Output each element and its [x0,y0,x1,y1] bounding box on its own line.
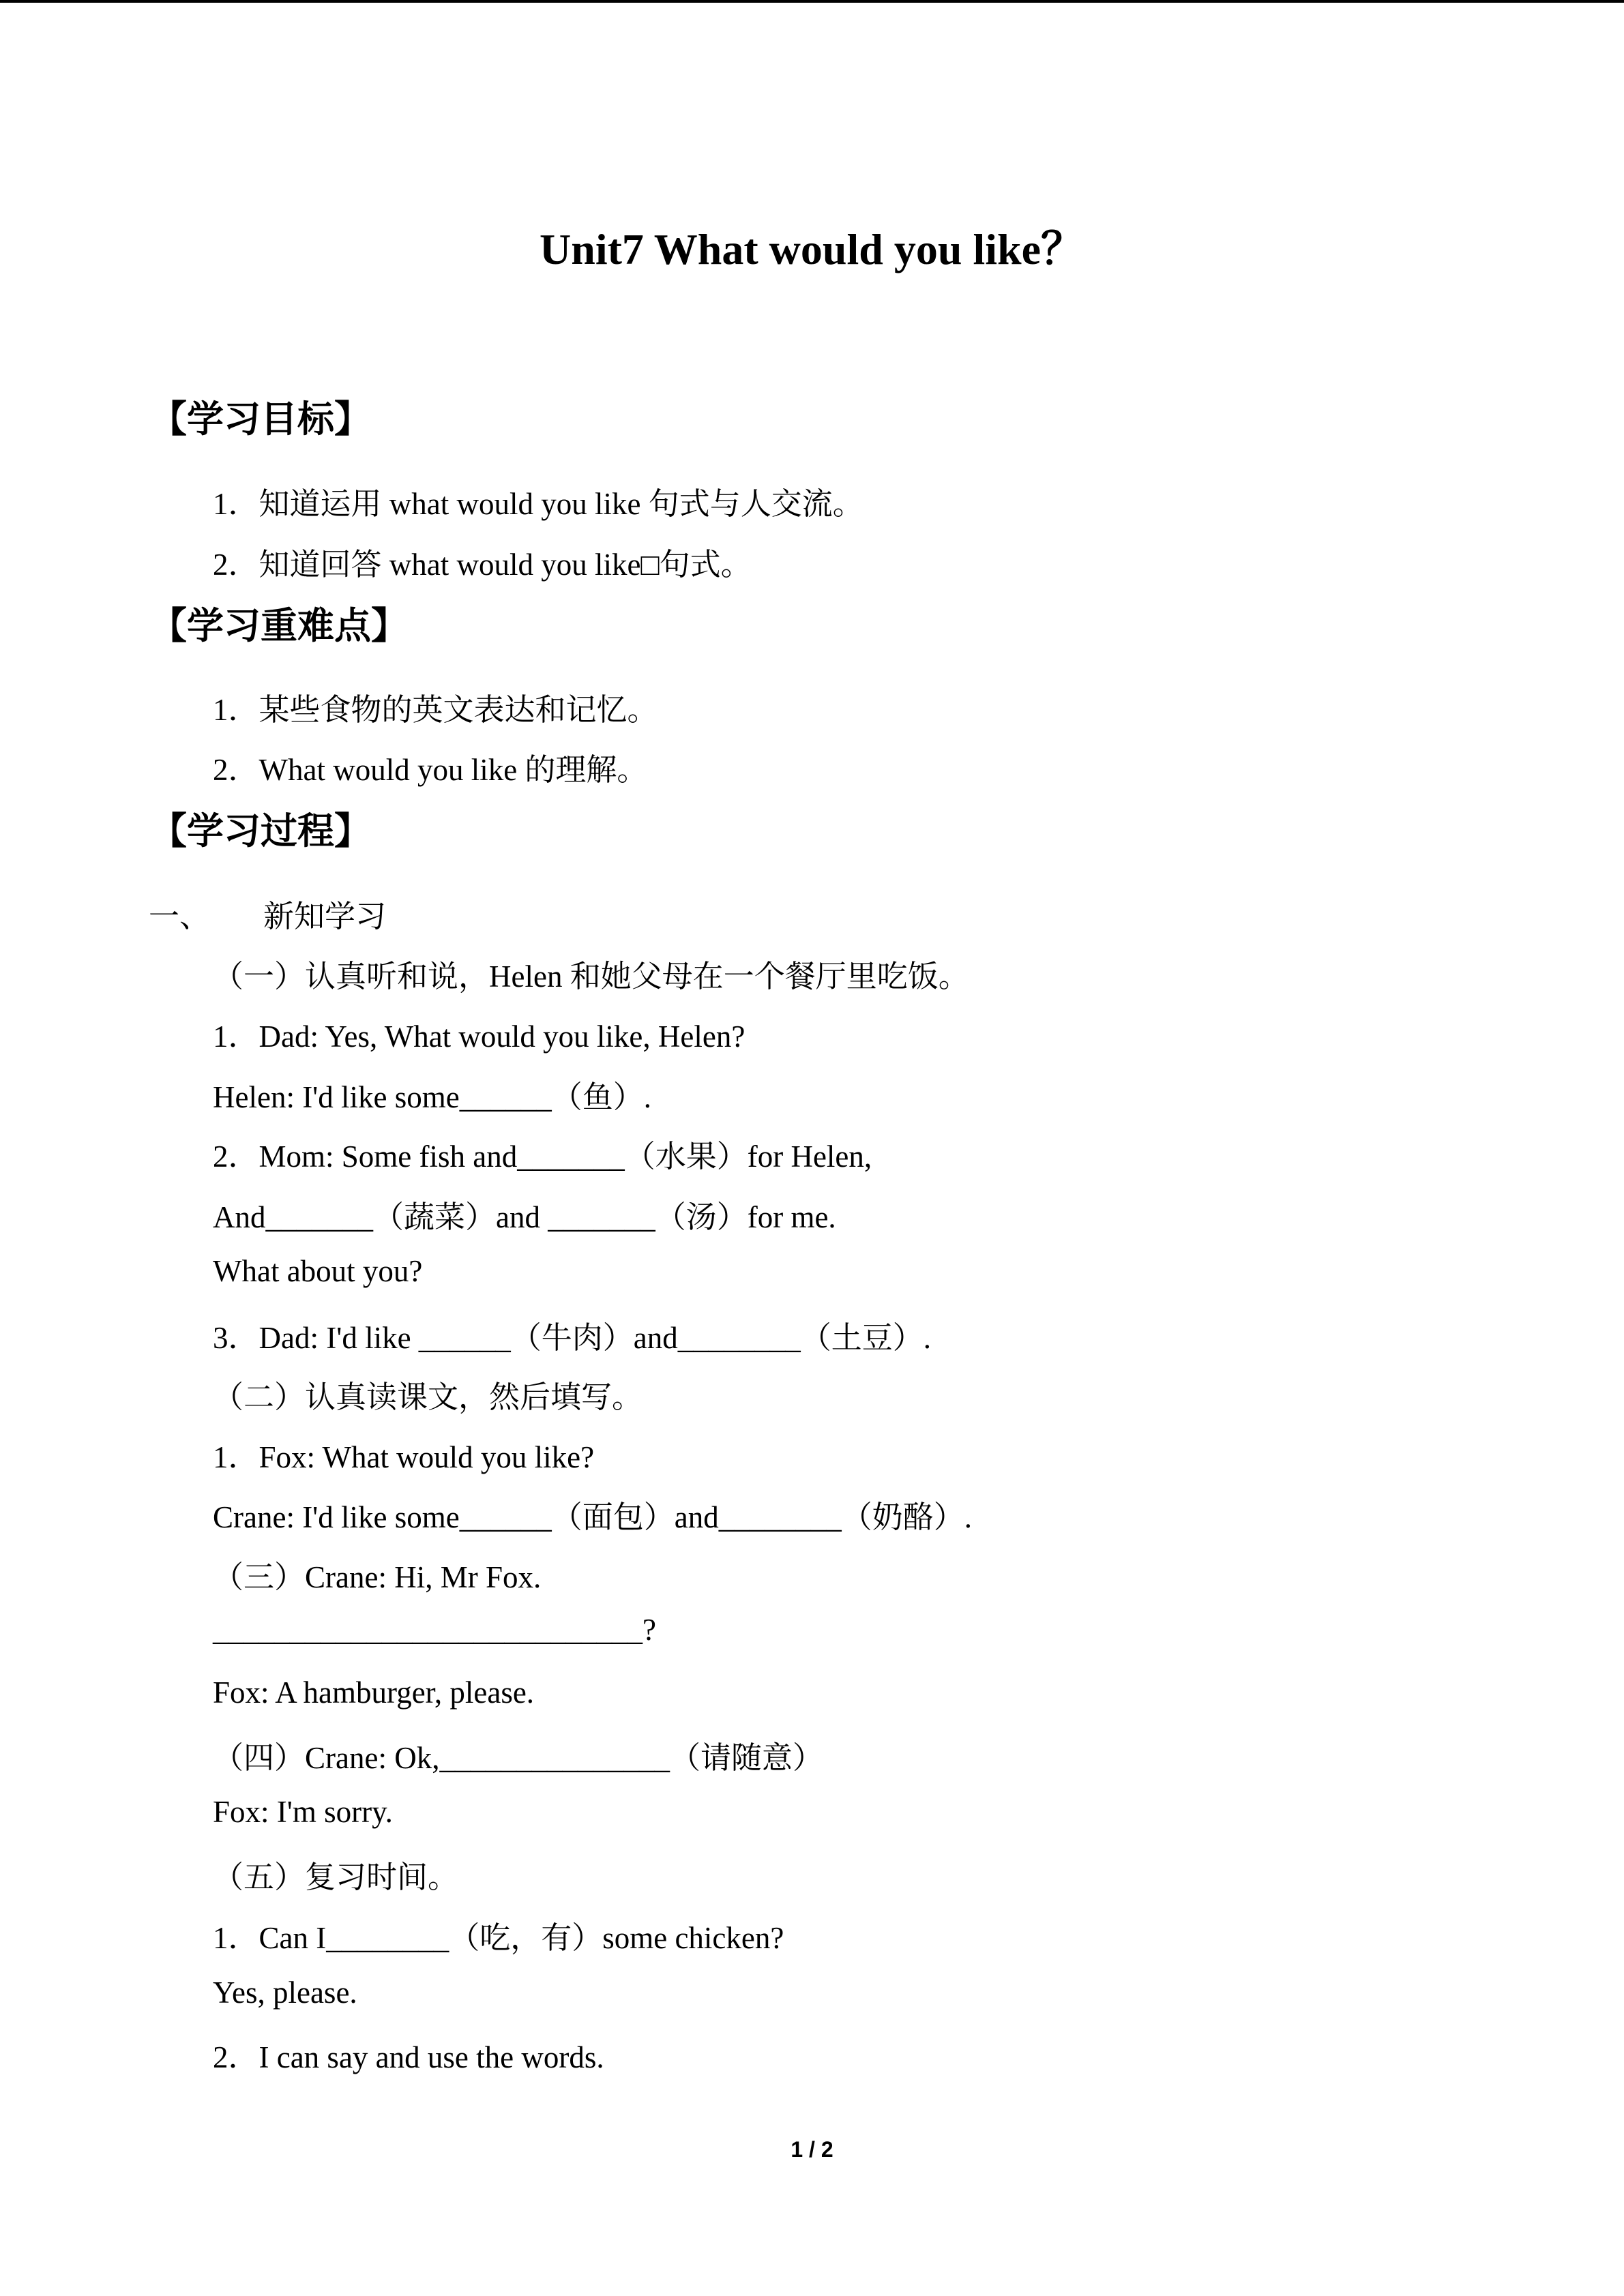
part-number: 一、 [149,899,211,934]
goals-heading: 【学习目标】 [150,398,371,441]
goal-item-1: 1．知道运用 what would you like 句式与人交流。 [213,487,863,521]
exercise-line: ____________________________? [213,1613,656,1647]
key-points-heading: 【学习重难点】 [150,604,408,647]
goal-item-2: 2．知道回答 what would you like□句式。 [213,548,752,582]
exercise-line: 1．Dad: Yes, What would you like, Helen? [213,1019,745,1054]
part-one-heading [149,891,386,936]
exercise-line: 2．I can say and use the words. [213,2040,604,2074]
key-point-1: 1．某些食物的英文表达和记忆。 [213,693,658,727]
exercise-line: （四）Crane: Ok,_______________（请随意） [213,1741,823,1775]
exercise-line: （五）复习时间。 [213,1860,459,1894]
exercise-line: Crane: I'd like some______（面包）and________（奶酪）. [213,1500,972,1534]
exercise-line: Helen: I'd like some______（鱼）. [213,1080,652,1114]
process-heading: 【学习过程】 [150,809,371,852]
part-title: 新知学习 [263,899,387,934]
exercise-line: Fox: I'm sorry. [213,1795,393,1829]
page-title: Unit7 What would you like？ [540,225,1084,273]
exercise-line: （一）认真听和说，Helen 和她父母在一个餐厅里吃饭。 [213,959,969,994]
exercise-line: （二）认真读课文，然后填写。 [213,1380,643,1414]
exercise-line: 1．Fox: What would you like? [213,1440,595,1474]
exercise-line: 2．Mom: Some fish and_______（水果）for Helen, [213,1139,872,1174]
exercise-line: 3．Dad: I'd like ______（牛肉）and________（土豆）. [213,1321,932,1355]
exercise-line: 1．Can I________（吃，有）some chicken? [213,1921,784,1955]
page-number: 1 / 2 [791,2137,833,2162]
exercise-line: And_______（蔬菜）and _______（汤）for me. [213,1200,836,1234]
exercise-line: （三）Crane: Hi, Mr Fox. [213,1560,542,1594]
key-point-2: 2．What would you like 的理解。 [213,753,648,787]
exercise-line: Yes, please. [213,1976,357,2010]
exercise-line: Fox: A hamburger, please. [213,1675,535,1710]
exercise-line: What about you? [213,1254,423,1288]
